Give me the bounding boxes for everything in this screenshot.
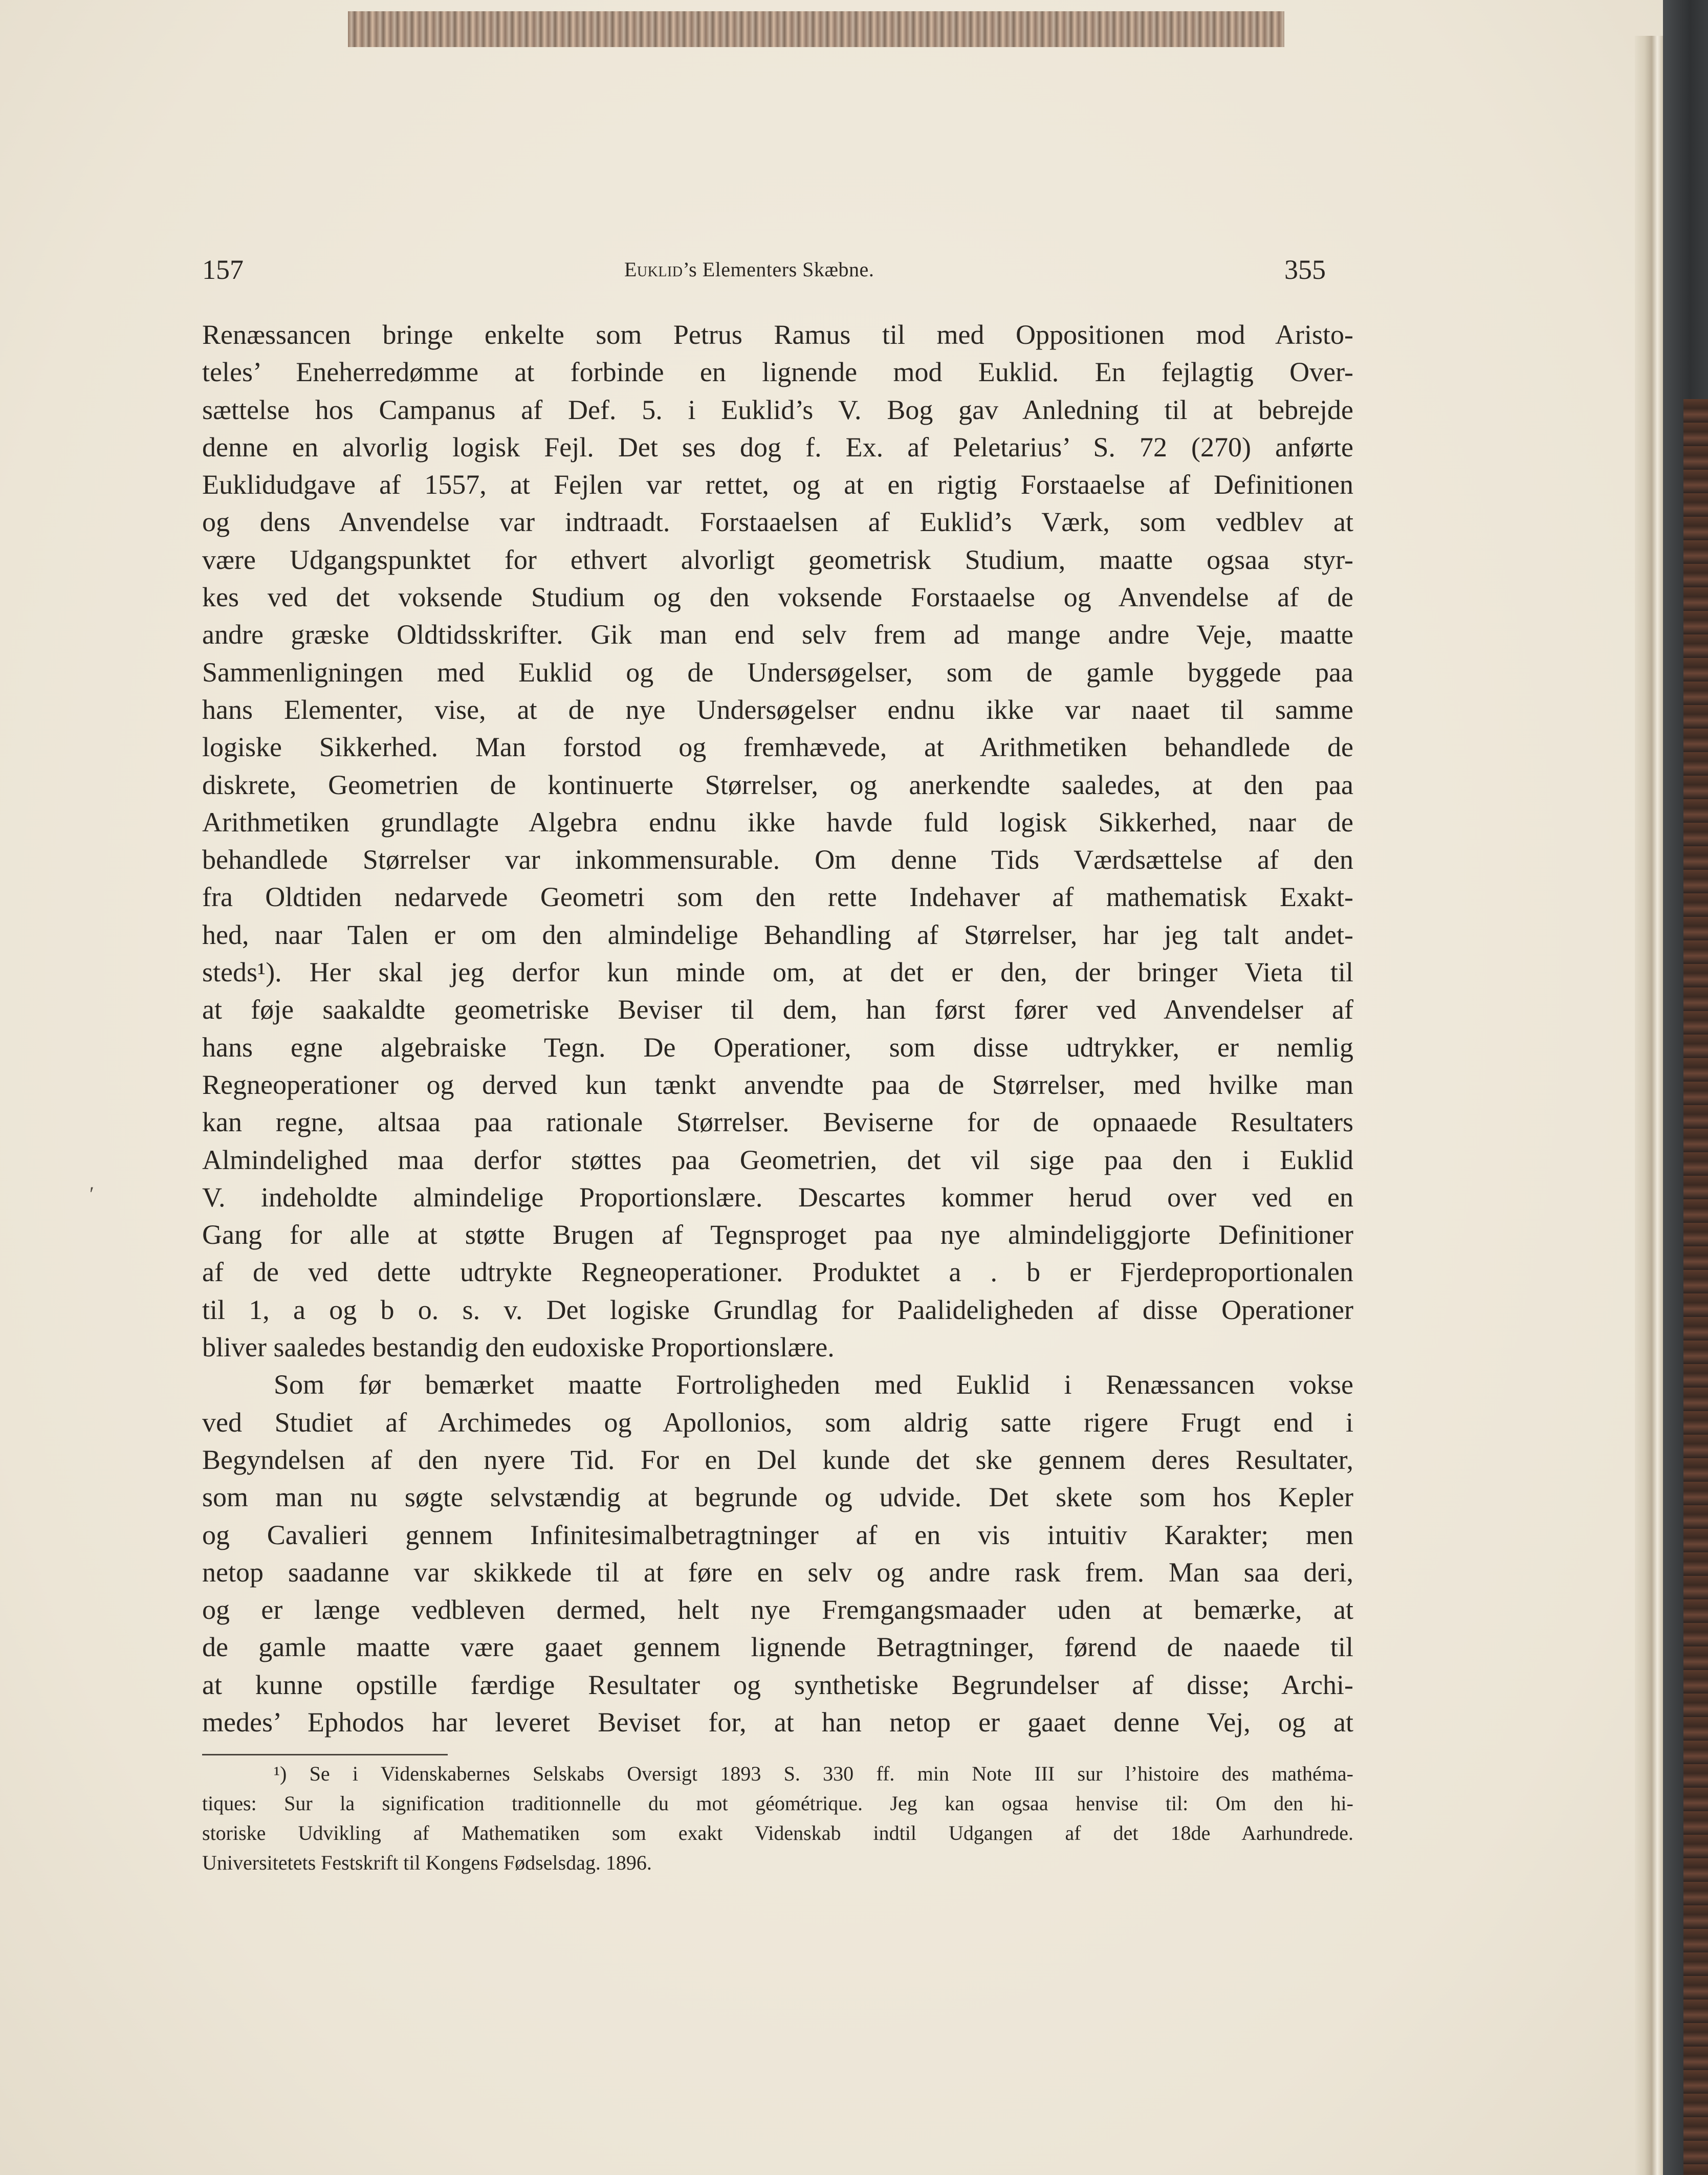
running-title xyxy=(624,257,874,281)
body-line: Euklidudgave af 1557, at Fejlen var rettet, og at en rigtig Forstaaelse af Definitionen xyxy=(202,469,1353,500)
body-line: de gamle maatte være gaaet gennem lignende Betragtninger, førend de naaede til xyxy=(202,1632,1353,1663)
body-text xyxy=(202,316,1353,1741)
body-line: at føje saakaldte geometriske Beviser til dem, han først fører ved Anvendelser af xyxy=(202,994,1353,1025)
body-line: som man nu søgte selvstændig at begrunde og udvide. Det skete som hos Kepler xyxy=(202,1482,1353,1513)
running-title-name: Euklid xyxy=(624,258,683,281)
body-line: Sammenligningen med Euklid og de Undersøgelser, som de gamle byggede paa xyxy=(202,656,1353,688)
body-line: Renæssancen bringe enkelte som Petrus Ramus til med Oppositionen mod Aristo- xyxy=(202,319,1353,350)
right-page-number: 355 xyxy=(1284,254,1326,285)
body-line: hed, naar Talen er om den almindelige Behandling af Størrelser, har jeg talt andet- xyxy=(202,919,1353,950)
body-line: teles’ Eneherredømme at forbinde en lignende mod Euklid. En fejlagtig Over- xyxy=(202,357,1353,388)
body-line: hans Elementer, vise, at de nye Undersøgelser endnu ikke var naaet til samme xyxy=(202,694,1353,725)
body-line: ved Studiet af Archimedes og Apollonios, som aldrig satte rigere Frugt end i xyxy=(202,1407,1353,1438)
body-line: Regneoperationer og derved kun tænkt anvendte paa de Størrelser, med hvilke man xyxy=(202,1069,1353,1100)
footnote-line: Universitetets Festskrift til Kongens Fødselsdag. 1896. xyxy=(202,1851,652,1874)
footnote-line: ¹) Se i Videnskabernes Selskabs Oversigt 1893 S. 330 ff. min Note III sur l’histoire des mathéma- xyxy=(274,1762,1353,1785)
left-page-number: 157 xyxy=(202,254,244,285)
page-edge-shadow xyxy=(1635,36,1663,2175)
body-line: logiske Sikkerhed. Man forstod og fremhævede, at Arithmetiken behandlede de xyxy=(202,732,1353,763)
body-line: sættelse hos Campanus af Def. 5. i Euklid’s V. Bog gav Anledning til at bebrejde xyxy=(202,394,1353,425)
margin-mark: ′ xyxy=(90,1182,94,1205)
body-line: Arithmetiken grundlagte Algebra endnu ikke havde fuld logisk Sikkerhed, naar de xyxy=(202,806,1353,838)
body-line: fra Oldtiden nedarvede Geometri som den rette Indehaver af mathematisk Exakt- xyxy=(202,882,1353,913)
body-line-paragraph-end: bliver saaledes bestandig den eudoxiske Proportionslære. xyxy=(202,1332,835,1363)
footnote-line: storiske Udvikling af Mathematiken som exakt Videnskab indtil Udgangen af det 18de Aarhundrede. xyxy=(202,1821,1353,1844)
footnote-rule xyxy=(202,1754,448,1755)
body-line-paragraph-start: Som før bemærket maatte Fortroligheden med Euklid i Renæssancen vokse xyxy=(274,1369,1353,1400)
body-line: Gang for alle at støtte Brugen af Tegnsproget paa nye almindeliggjorte Definitioner xyxy=(202,1219,1353,1250)
body-line: kes ved det voksende Studium og den voksende Forstaaelse og Anvendelse af de xyxy=(202,582,1353,613)
body-line: andre græske Oldtidsskrifter. Gik man end selv frem ad mange andre Veje, maatte xyxy=(202,619,1353,650)
body-line: kan regne, altsaa paa rationale Størrelser. Beviserne for de opnaaede Resultaters xyxy=(202,1107,1353,1138)
body-line: og dens Anvendelse var indtraadt. Forstaaelsen af Euklid’s Værk, som vedblev at xyxy=(202,507,1353,538)
body-line: denne en alvorlig logisk Fejl. Det ses dog f. Ex. af Peletarius’ S. 72 (270) anførte xyxy=(202,431,1353,463)
body-line: behandlede Størrelser var inkommensurable. Om denne Tids Værdsættelse af den xyxy=(202,844,1353,875)
body-line: V. indeholdte almindelige Proportionslære. Descartes kommer herud over ved en xyxy=(202,1181,1353,1213)
body-line: medes’ Ephodos har leveret Beviset for, at han netop er gaaet denne Vej, og at xyxy=(202,1706,1353,1738)
body-line: og er længe vedbleven dermed, helt nye Fremgangsmaader uden at bemærke, at xyxy=(202,1594,1353,1625)
body-line: diskrete, Geometrien de kontinuerte Størrelser, og anerkendte saaledes, at den paa xyxy=(202,769,1353,800)
body-line: steds¹). Her skal jeg derfor kun minde om, at det er den, der bringer Vieta til xyxy=(202,957,1353,988)
running-title-rest: ’s Elementers Skæbne. xyxy=(683,258,874,281)
body-line: at kunne opstille færdige Resultater og synthetiske Begrundelser af disse; Archi- xyxy=(202,1669,1353,1700)
body-line: være Udgangspunktet for ethvert alvorligt geometrisk Studium, maatte ogsaa styr- xyxy=(202,544,1353,575)
body-line: hans egne algebraiske Tegn. De Operationer, som disse udtrykker, er nemlig xyxy=(202,1031,1353,1063)
body-line: til 1, a og b o. s. v. Det logiske Grundlag for Paalideligheden af disse Operationer xyxy=(202,1294,1353,1325)
book-spine-binding xyxy=(1683,399,1708,2175)
body-line: og Cavalieri gennem Infinitesimalbetragtninger af en vis intuitiv Karakter; men xyxy=(202,1519,1353,1550)
body-line: Begyndelsen af den nyere Tid. For en Del kunde det ske gennem deres Resultater, xyxy=(202,1444,1353,1475)
body-line: netop saadanne var skikkede til at føre en selv og andre rask frem. Man saa deri, xyxy=(202,1556,1353,1588)
footnote xyxy=(202,1759,1353,1878)
body-line: Almindelighed maa derfor støttes paa Geometrien, det vil sige paa den i Euklid xyxy=(202,1144,1353,1175)
footnote-line: tiques: Sur la signification traditionnelle du mot géométrique. Jeg kan ogsaa henvise til: Om den hi- xyxy=(202,1792,1353,1815)
body-line: af de ved dette udtrykte Regneoperationer. Produktet a . b er Fjerdeproportionalen xyxy=(202,1257,1353,1288)
page-top-binding-band xyxy=(348,11,1284,47)
